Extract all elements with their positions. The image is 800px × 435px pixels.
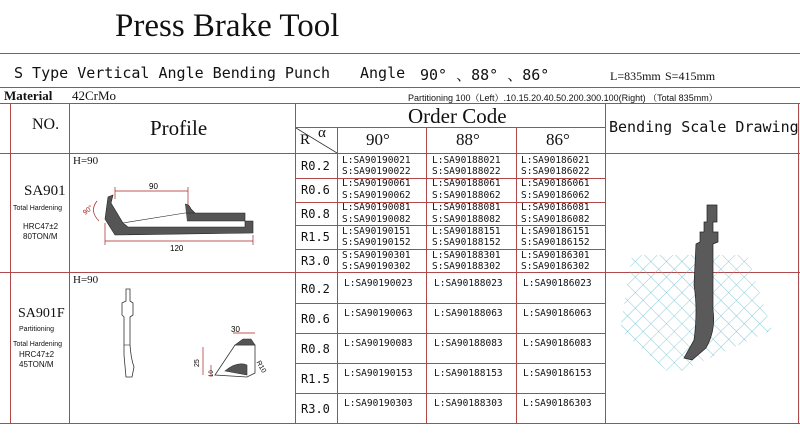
tool2-code-c90: L:SA90190063 (344, 308, 413, 319)
tool2-code-c86: L:SA90186083 (523, 338, 592, 349)
tool1-code-c88: L:SA90188151 (432, 225, 501, 237)
tool2-radius: R0.6 (301, 312, 330, 326)
tool1-code-c90: S:SA90190301 (342, 249, 411, 261)
tool1-hrc: HRC47±2 (23, 222, 59, 231)
tool1-tonnage: 80TON/M (23, 232, 58, 241)
col-no (69, 103, 70, 423)
tool2-code-c86: L:SA90186023 (523, 278, 592, 289)
header-alpha: α (318, 125, 326, 141)
angle-label: Angle (360, 64, 406, 82)
col-right (798, 103, 799, 423)
tool2-row-rule (295, 333, 605, 334)
tool2-code-c88: L:SA90188023 (434, 278, 503, 289)
tool1-code-c88: L:SA90188081 (432, 202, 501, 214)
col-90 (426, 127, 427, 423)
tool2-code-c90: L:SA90190153 (344, 368, 413, 379)
header-diagonal (296, 128, 337, 153)
tool2-row-rule (295, 363, 605, 364)
tool1-code-c90: S:SA90190062 (342, 189, 411, 201)
tool1-code-c88: S:SA90188022 (432, 166, 501, 177)
section-spec: S=415mm (665, 69, 716, 83)
tool1-code-c86: S:SA90186152 (521, 237, 590, 249)
tool2-radius: R0.8 (301, 342, 330, 356)
angle-values: 90° 、88° 、86° (420, 66, 550, 84)
tool1-hardening: Total Hardening (13, 205, 63, 212)
tool1-code-c90: L:SA90190021 (342, 154, 411, 166)
tool1-code-c90: L:SA90190061 (342, 178, 411, 190)
tool2-code-c88: L:SA90188153 (434, 368, 503, 379)
material-value: 42CrMo (72, 88, 117, 103)
tool1-dim-top: 90 (149, 182, 158, 191)
tool2-height: H=90 (73, 274, 99, 286)
header-profile: Profile (150, 116, 208, 140)
tool1-radius: R0.8 (301, 206, 330, 221)
tool1-code-c88: L:SA90188301 (432, 249, 501, 261)
tool1-code-c88: S:SA90188302 (432, 261, 501, 273)
page-title: Press Brake Tool (115, 8, 340, 44)
tool1-code-c86: S:SA90186082 (521, 213, 590, 225)
tool1-code-c86: S:SA90186062 (521, 189, 590, 201)
tool1-code-c86: L:SA90186021 (521, 154, 590, 166)
col-88 (516, 127, 517, 423)
tool2-code-c88: L:SA90188083 (434, 338, 503, 349)
col-r (337, 127, 338, 423)
tool2-code-c90: L:SA90190023 (344, 278, 413, 289)
tool2-hardening: Total Hardening (13, 341, 63, 348)
tool1-radius: R3.0 (301, 254, 330, 269)
header-order-code: Order Code (408, 104, 507, 128)
rule-bottom (0, 423, 800, 424)
tool1-code-c88: S:SA90188152 (432, 237, 501, 249)
product-name: S Type Vertical Angle Bending Punch (14, 64, 331, 82)
header-r: R (300, 132, 311, 148)
rule-top (0, 53, 800, 54)
tool2-radius: R3.0 (301, 402, 330, 416)
tool1-code-c90: S:SA90190152 (342, 237, 411, 249)
tool1-code-c88: L:SA90188021 (432, 154, 501, 166)
tool1-radius: R0.6 (301, 182, 330, 197)
tool2-section-drawing (185, 325, 270, 385)
header-86: 86° (546, 130, 570, 149)
col-86 (605, 103, 606, 423)
tool1-code-c86: L:SA90186061 (521, 178, 590, 190)
tool2-hrc: HRC47±2 (19, 350, 55, 359)
tool2-code-c86: L:SA90186063 (523, 308, 592, 319)
partitioning-note: Partitioning 100（Left）.10.15.20.40.50.200.300.100(Right) （Total 835mm） (408, 93, 718, 103)
tool1-radius: R1.5 (301, 230, 330, 245)
tool1-code-c90: L:SA90190081 (342, 202, 411, 214)
tool2-code-c86: L:SA90186303 (523, 398, 592, 409)
tool2-radius: R0.2 (301, 282, 330, 296)
tool2-dim-10: 10 (209, 370, 215, 377)
tool1-code-c90: S:SA90190022 (342, 166, 411, 177)
tool1-code-c88: S:SA90188062 (432, 189, 501, 201)
tool1-code-c86: S:SA90186302 (521, 261, 590, 273)
tool1-code-c86: S:SA90186022 (521, 166, 590, 177)
tool1-radius: R0.2 (301, 159, 330, 173)
tool2-code-c90: L:SA90190303 (344, 398, 413, 409)
header-drawing: Bending Scale Drawing (609, 118, 799, 136)
tool1-code-c88: L:SA90188061 (432, 178, 501, 190)
tool1-code-c90: L:SA90190151 (342, 225, 411, 237)
tool1-code-c90: S:SA90190082 (342, 213, 411, 225)
tool2-row-rule (295, 393, 605, 394)
tool2-dim-25: 25 (194, 359, 201, 367)
tool2-code-c90: L:SA90190083 (344, 338, 413, 349)
tool1-dim-angle: 90° (82, 204, 95, 217)
header-88: 88° (456, 130, 480, 149)
tool1-code-c88: S:SA90188082 (432, 213, 501, 225)
material-label: Material (4, 88, 53, 103)
rule-sub (0, 87, 800, 88)
tool2-code-c88: L:SA90188063 (434, 308, 503, 319)
header-no: NO. (32, 116, 60, 133)
tool1-profile-drawing (75, 175, 265, 260)
tool1-dim-bottom: 120 (170, 244, 184, 253)
bending-scale-drawing (612, 160, 792, 415)
tool2-tonnage: 45TON/M (19, 360, 54, 369)
header-90: 90° (366, 130, 390, 149)
tool1-code-c86: L:SA90186151 (521, 225, 590, 237)
length-spec: L=835mm (610, 69, 661, 83)
tool2-side-profile (110, 285, 150, 385)
tool2-code: SA901F (18, 306, 65, 321)
tool2-code-c88: L:SA90188303 (434, 398, 503, 409)
tool2-radius: R1.5 (301, 372, 330, 386)
tool2-row-rule (295, 303, 605, 304)
tool1-code: SA901 (24, 183, 66, 199)
tool1-code-c90: S:SA90190302 (342, 261, 411, 273)
tool1-height: H=90 (73, 155, 99, 167)
tool2-partitioning: Partitioning (19, 326, 55, 333)
col-left (10, 103, 11, 423)
tool1-code-c86: L:SA90186081 (521, 202, 590, 214)
tool2-dim-r: R10 (254, 359, 268, 375)
tool2-code-c86: L:SA90186153 (523, 368, 592, 379)
tool2-dim-30: 30 (231, 325, 240, 334)
tool1-code-c86: L:SA90186301 (521, 249, 590, 261)
